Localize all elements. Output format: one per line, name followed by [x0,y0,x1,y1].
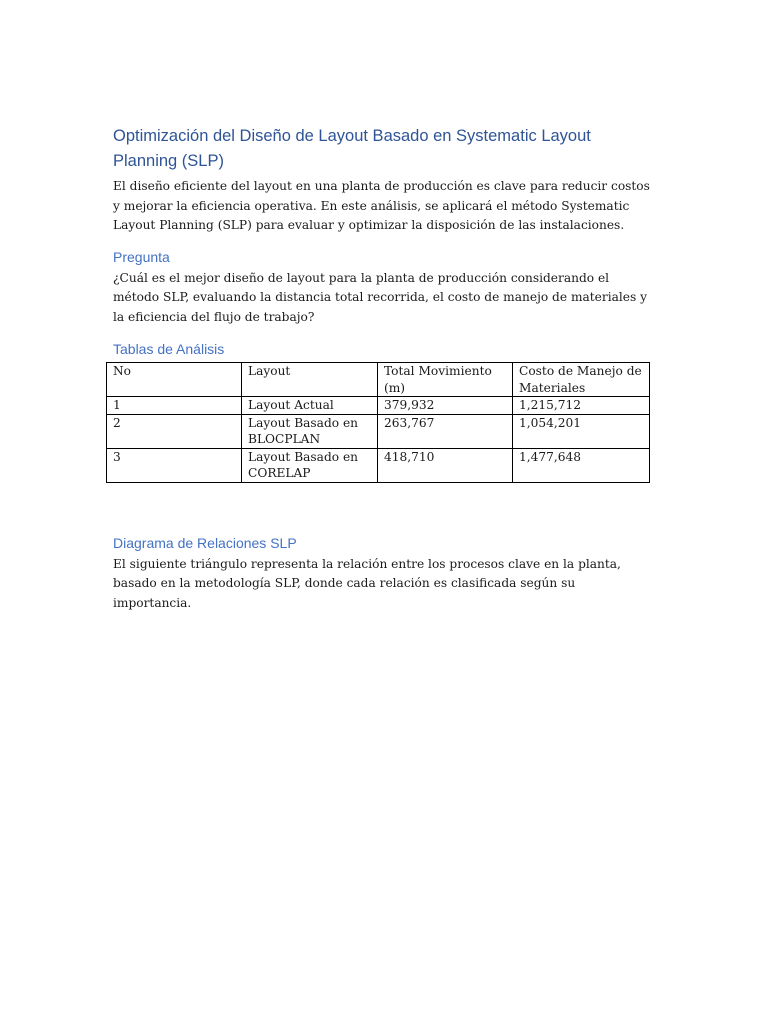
table-cell: 2 [107,414,242,448]
diagram-heading: Diagrama de Relaciones SLP [113,534,297,551]
table-cell: Layout Basado en BLOCPLAN [242,414,378,448]
table-cell: 263,767 [378,414,513,448]
table-cell: 379,932 [378,397,513,415]
table-header-cell: No [107,363,242,397]
table-cell: 1 [107,397,242,415]
table-row [107,414,650,448]
document-page [113,124,651,613]
table-cell: Layout Basado en CORELAP [242,448,378,482]
table-header-cell: Layout [242,363,378,397]
table-cell: Layout Actual [242,397,378,415]
document-title: Optimización del Diseño de Layout Basado en Systematic Layout Planning (SLP) [113,127,591,170]
table-cell: 1,054,201 [513,414,650,448]
analysis-table [106,362,650,483]
intro-paragraph: El diseño eficiente del layout en una planta de producción es clave para reducir costos y mejorar la eficiencia operativa. En este análisis, se aplicará el método Systematic Layout Planning (SLP) para evaluar y optimizar la disposición de las instalaciones. [113,179,650,232]
table-cell: 1,215,712 [513,397,650,415]
diagram-paragraph: El siguiente triángulo representa la relación entre los procesos clave en la planta, basado en la metodología SLP, donde cada relación es clasificada según su importancia. [113,556,621,610]
tables-heading: Tablas de Análisis [113,341,225,357]
table-header-row [107,363,650,397]
table-header-cell: Total Movimiento (m) [378,363,513,397]
table-header-cell: Costo de Manejo de Materiales [513,363,650,397]
table-cell: 1,477,648 [513,448,650,482]
question-heading: Pregunta [113,248,170,265]
table-cell: 418,710 [378,448,513,482]
table-row [107,397,650,415]
question-paragraph: ¿Cuál es el mejor diseño de layout para la planta de producción considerando el método SLP, evaluando la distancia total recorrida, el costo de manejo de materiales y la eficiencia del flujo de trabajo? [113,270,647,324]
table-row [107,448,650,482]
table-cell: 3 [107,448,242,482]
